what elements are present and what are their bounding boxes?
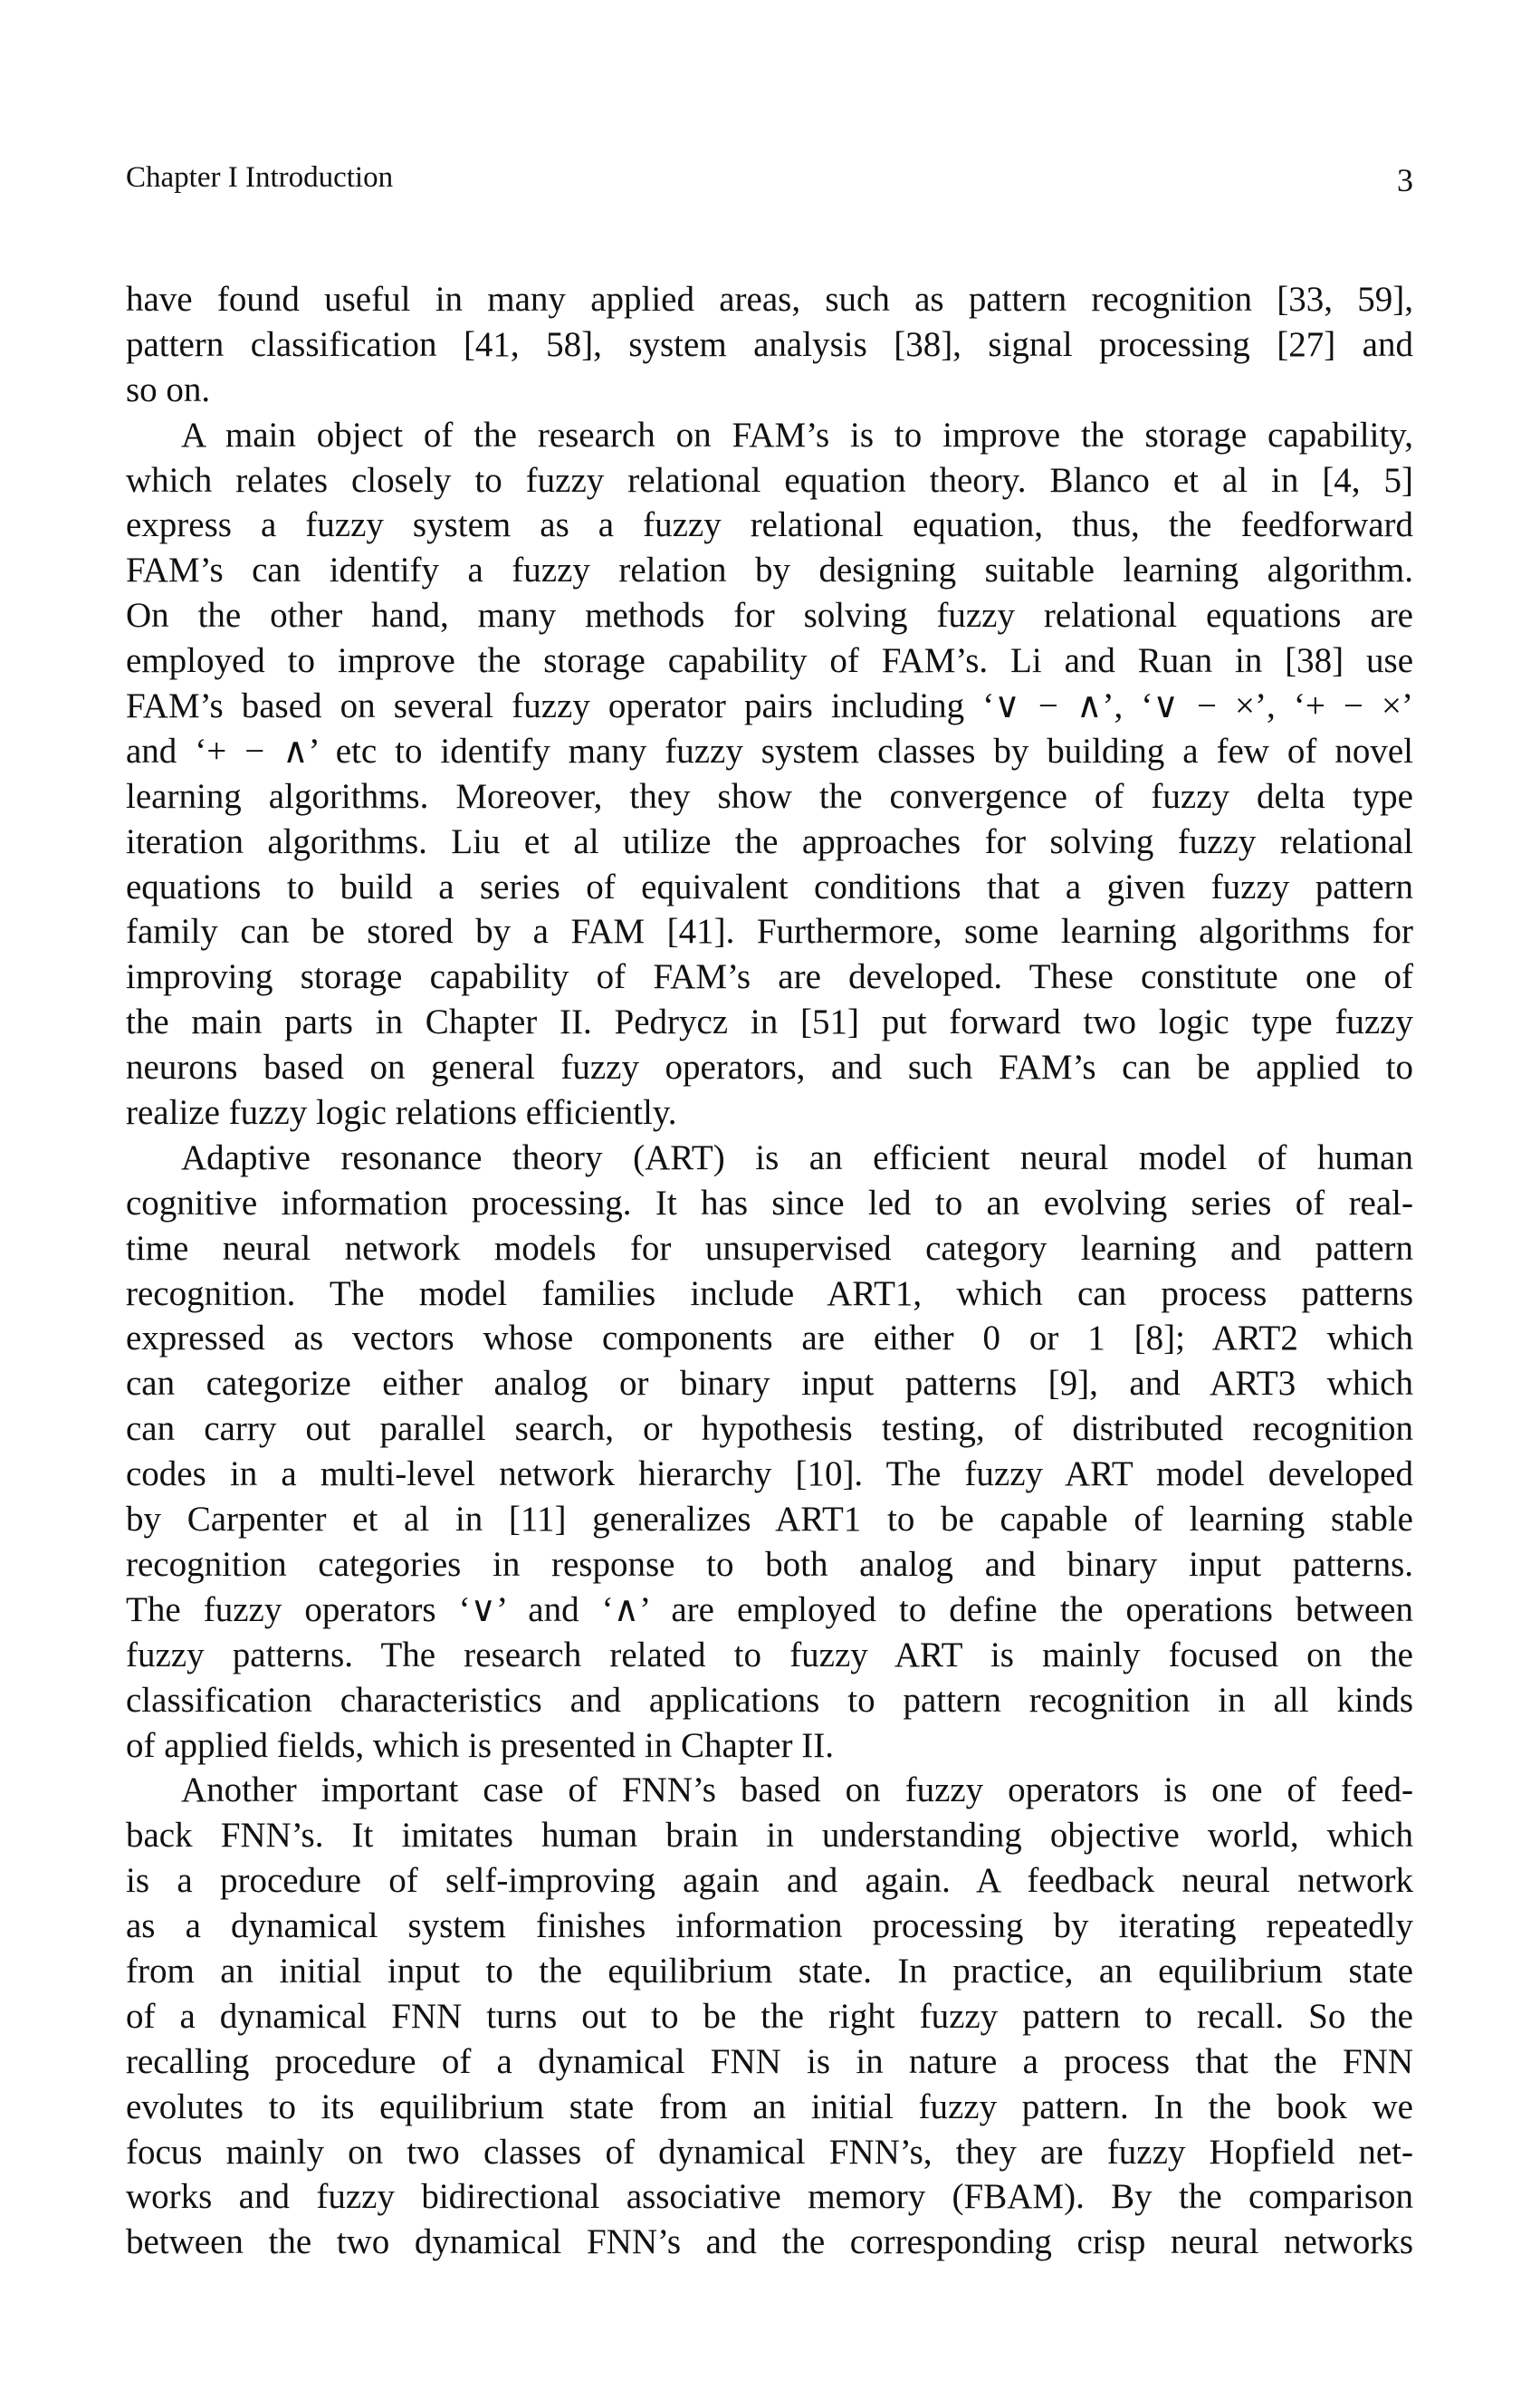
running-header — [126, 161, 1413, 201]
text-line: The fuzzy operators ‘∨’ and ‘∧’ are employed to define the operations between — [126, 1589, 1413, 1629]
text-line: iteration algorithms. Liu et al utilize the approaches for solving fuzzy relational — [126, 821, 1413, 861]
text-line: Another important case of FNN’s based on fuzzy operators is one of feed- — [181, 1770, 1413, 1810]
text-line: equations to build a series of equivalent conditions that a given fuzzy pattern — [126, 867, 1413, 907]
text-line: learning algorithms. Moreover, they show the convergence of fuzzy delta type — [126, 776, 1413, 816]
text-line: by Carpenter et al in [11] generalizes ART1 to be capable of learning stable — [126, 1500, 1413, 1540]
text-line: and ‘+ − ∧’ etc to identify many fuzzy system classes by building a few of novel — [126, 731, 1413, 771]
text-line: evolutes to its equilibrium state from an initial fuzzy pattern. In the book we — [126, 2087, 1413, 2126]
text-line: between the two dynamical FNN’s and the corresponding crisp neural networks — [126, 2222, 1413, 2262]
text-line: expressed as vectors whose components are either 0 or 1 [8]; ART2 which — [126, 1319, 1413, 1358]
text-line: fuzzy patterns. The research related to fuzzy ART is mainly focused on the — [126, 1635, 1413, 1674]
text-line: can carry out parallel search, or hypothesis testing, of distributed recognition — [126, 1409, 1413, 1449]
paragraph — [126, 277, 1413, 413]
text-line: neurons based on general fuzzy operators, and such FAM’s can be applied to — [126, 1048, 1413, 1088]
text-line: which relates closely to fuzzy relational equation theory. Blanco et al in [4, 5] — [126, 460, 1413, 500]
text-line: express a fuzzy system as a fuzzy relational equation, thus, the feedforward — [126, 505, 1413, 545]
text-line: FAM’s can identify a fuzzy relation by designing suitable learning algorithm. — [126, 551, 1413, 590]
text-line: recalling procedure of a dynamical FNN is in nature a process that the FNN — [126, 2041, 1413, 2081]
text-line: improving storage capability of FAM’s are developed. These constitute one of — [126, 957, 1413, 997]
text-line: the main parts in Chapter II. Pedrycz in [51] put forward two logic type fuzzy — [126, 1003, 1413, 1042]
text-line: classification characteristics and applications to pattern recognition in all kinds — [126, 1680, 1413, 1720]
text-line: as a dynamical system finishes information processing by iterating repeatedly — [126, 1906, 1413, 1946]
text-line: of a dynamical FNN turns out to be the right fuzzy pattern to recall. So the — [126, 1996, 1413, 2036]
text-line: family can be stored by a FAM [41]. Furthermore, some learning algorithms for — [126, 912, 1413, 952]
text-line: from an initial input to the equilibrium state. In practice, an equilibrium state — [126, 1951, 1413, 1991]
chapter-title: Chapter I Introduction — [126, 161, 394, 194]
paragraph — [126, 1768, 1413, 2265]
paragraph — [126, 413, 1413, 1136]
body-text — [126, 277, 1413, 2265]
text-line: On the other hand, many methods for solving fuzzy relational equations are — [126, 596, 1413, 636]
text-line: have found useful in many applied areas, such as pattern recognition [33, 59], — [126, 280, 1413, 319]
text-line: can categorize either analog or binary input patterns [9], and ART3 which — [126, 1364, 1413, 1404]
text-line: works and fuzzy bidirectional associative memory (FBAM). By the comparison — [126, 2177, 1413, 2217]
text-line: focus mainly on two classes of dynamical FNN’s, they are fuzzy Hopfield net- — [126, 2132, 1413, 2172]
text-line: realize fuzzy logic relations efficiently. — [126, 1093, 677, 1133]
text-line: codes in a multi-level network hierarchy [10]. The fuzzy ART model developed — [126, 1454, 1413, 1494]
text-line: recognition. The model families include ART1, which can process patterns — [126, 1273, 1413, 1313]
text-line: A main object of the research on FAM’s is to improve the storage capability, — [181, 415, 1413, 455]
text-line: time neural network models for unsupervised category learning and pattern — [126, 1228, 1413, 1268]
text-line: back FNN’s. It imitates human brain in understanding objective world, which — [126, 1816, 1413, 1856]
text-line: Adaptive resonance theory (ART) is an efficient neural model of human — [181, 1137, 1413, 1177]
text-line: employed to improve the storage capability of FAM’s. Li and Ruan in [38] use — [126, 641, 1413, 681]
text-line: recognition categories in response to both analog and binary input patterns. — [126, 1544, 1413, 1584]
text-line: cognitive information processing. It has since led to an evolving series of real- — [126, 1183, 1413, 1223]
page-number: 3 — [1397, 162, 1413, 198]
text-line: pattern classification [41, 58], system analysis [38], signal processing [27] and — [126, 324, 1413, 364]
text-line: so on. — [126, 369, 211, 409]
text-line: FAM’s based on several fuzzy operator pairs including ‘∨ − ∧’, ‘∨ − ×’, ‘+ − ×’ — [126, 686, 1413, 726]
text-line: is a procedure of self-improving again and again. A feedback neural network — [126, 1861, 1413, 1901]
text-line: of applied fields, which is presented in Chapter II. — [126, 1725, 834, 1765]
paragraph — [126, 1136, 1413, 1768]
